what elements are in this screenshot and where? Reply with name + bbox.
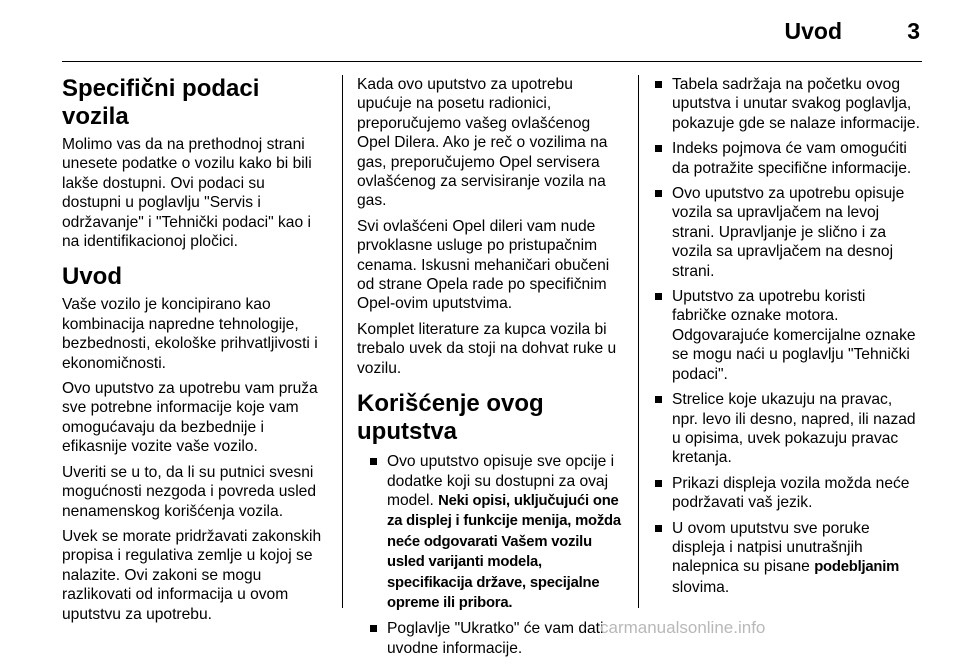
- list-item-text: Tabela sadržaja na početku ovog uputstva i unutar svakog poglavlja, pokazuje gde se nalaze informacije.: [672, 76, 920, 132]
- column-left: [62, 75, 328, 630]
- list-item: [652, 287, 922, 384]
- paragraph: Svi ovlašćeni Opel dileri vam nude prvoklasne usluge po pristupačnim cenama. Iskusni mehaničari obučeni od strane Opela rade po specifičnim Opel-ovim uputstvima.: [357, 217, 610, 313]
- column-divider-2: [638, 75, 639, 608]
- column-middle: [357, 75, 625, 664]
- list-item: [367, 452, 625, 613]
- section-heading-intro: Uvod: [62, 263, 122, 291]
- list-item-text: slovima.: [672, 578, 730, 596]
- paragraph: Molimo vas da na prethodnoj strani unesete podatke o vozilu kako bi bili lakše dostupni. Ovi podaci su dostupni u poglavlju "Servis i održavanje" i "Tehnički podaci" kao i na identifikacionoj pločici.: [62, 136, 312, 251]
- list-item-text: Ovo uputstvo za upotrebu opisuje vozila sa upravljačem na levoj strani. Upravljanje je slično i za vozila sa upravljačem na desnoj strani.: [672, 185, 905, 280]
- chapter-title: Uvod: [784, 18, 842, 44]
- list-item: [652, 75, 922, 133]
- list-item: [652, 139, 922, 178]
- paragraph: Vaše vozilo je koncipirano kao kombinacija napredne tehnologije, bezbednosti, ekološke prihvatljivosti i ekonomičnosti.: [62, 296, 318, 372]
- list-item: [652, 474, 922, 513]
- bullet-list: [367, 452, 625, 658]
- list-item-text: Poglavlje "Ukratko" će vam dati uvodne informacije.: [387, 620, 604, 657]
- watermark-text: carmanualsonline.info: [600, 618, 766, 637]
- list-item-text: U ovom uputstvu sve poruke displeja i natpisi unutrašnjih nalepnica su pisane: [672, 519, 870, 576]
- column-right: [652, 75, 922, 603]
- list-item-text: Strelice koje ukazuju na pravac, npr. levo ili desno, napred, ili nazad u opisima, uvek pokazuju pravac kretanja.: [672, 391, 916, 467]
- section-heading-vehicle-data: Specifični podaci vozila: [62, 75, 260, 130]
- paragraph: Komplet literature za kupca vozila bi trebalo uvek da stoji na dohvat ruke u vozilu.: [357, 320, 617, 377]
- list-item: [652, 184, 922, 281]
- paragraph: Ovo uputstvo za upotrebu vam pruža sve potrebne informacije koje vam omogućavaju da bezbednije i efikasnije vozite vaše vozilo.: [62, 380, 318, 456]
- paragraph: Kada ovo uputstvo za upotrebu upućuje na posetu radionici, preporučujemo vašeg ovlašćenog Opel Dilera. Ako je reč o vozilima na gas, preporučujemo Opel servisera ovlašćenog za servisiranje vozila na gas.: [357, 76, 608, 210]
- paragraph: Uveriti se u to, da li su putnici svesni mogućnosti nezgoda i povreda usled nenamenskog korišćenja vozila.: [62, 463, 316, 520]
- list-item-bold-text: podebljanim: [814, 559, 900, 576]
- column-divider-1: [342, 75, 343, 608]
- list-item: [652, 390, 922, 468]
- list-item: [652, 519, 922, 598]
- page-header: [0, 0, 960, 60]
- page-number: 3: [907, 18, 920, 44]
- paragraph: Uvek se morate pridržavati zakonskih propisa i regulativa zemlje u kojoj se nalazite. Ovi zakoni se mogu razlikovati od informacija u ovom uputstvu za upotrebu.: [62, 527, 322, 623]
- header-divider: [62, 61, 922, 62]
- bullet-list: [652, 75, 922, 597]
- section-heading-using-manual: Korišćenje ovog uputstva: [357, 390, 544, 446]
- list-item: [367, 619, 625, 658]
- list-item-text: Indeks pojmova će vam omogućiti da potražite specifične informacije.: [672, 140, 912, 177]
- list-item-text: Ovo uputstvo opisuje sve opcije i dodatke koji su dostupni za ovaj model.: [387, 453, 615, 509]
- list-item-bold-text: Neki opisi, uključujući one za displej i funkcije menija, možda neće odgovarati Vašem vozilu usled varijanti modela, specifikacija države, specijalne opreme ili pribora.: [387, 492, 621, 611]
- list-item-text: Uputstvo za upotrebu koristi fabričke oznake motora. Odgovarajuće komercijalne oznake se mogu naći u poglavlju "Tehnički podaci".: [672, 288, 916, 383]
- list-item-text: Prikazi displeja vozila možda neće podržavati vaš jezik.: [672, 474, 910, 512]
